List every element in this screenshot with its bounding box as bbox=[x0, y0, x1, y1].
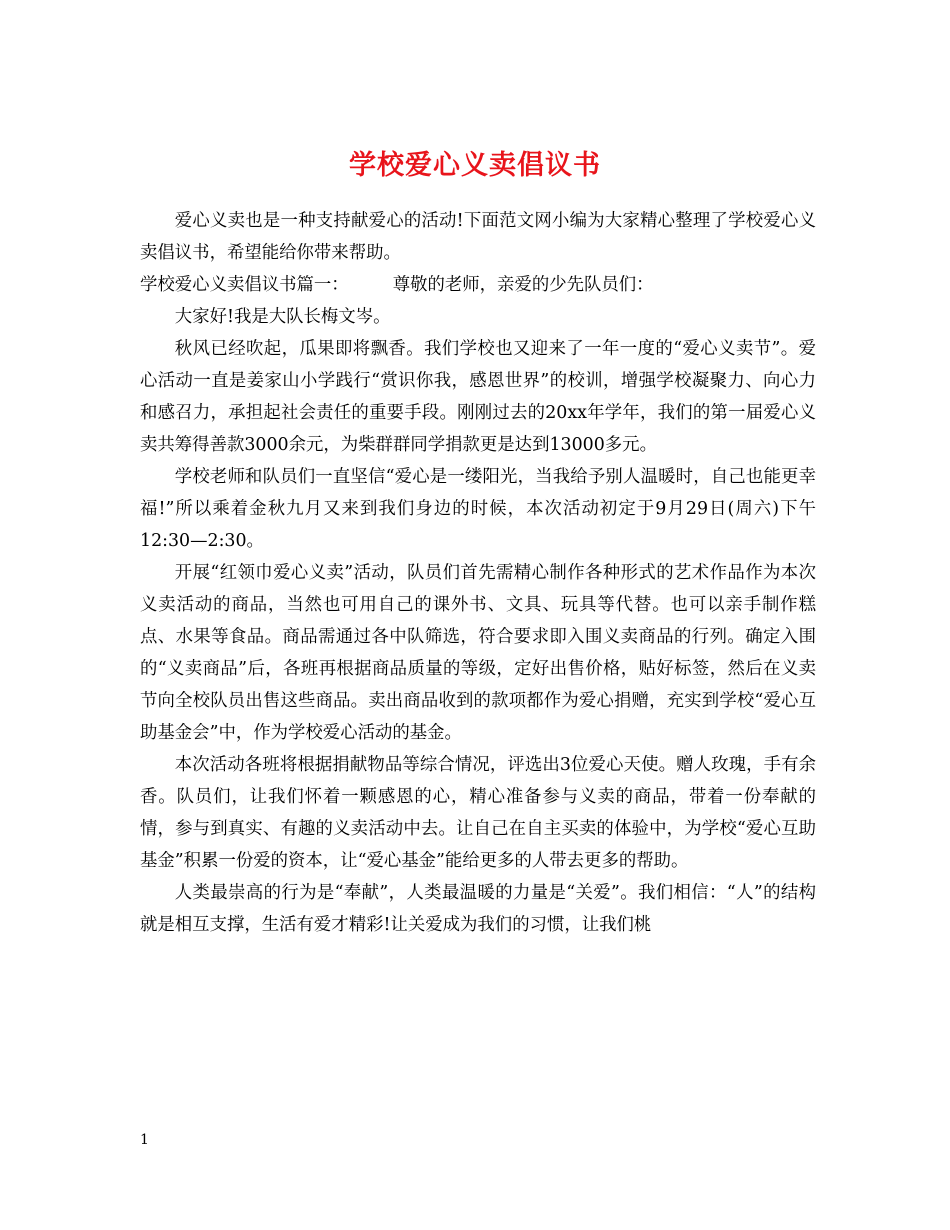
body-paragraph-4: 本次活动各班将根据捐献物品等综合情况，评选出3位爱心天使。赠人玫瑰，手有余香。队员们，让我们怀着一颗感恩的心，精心准备参与义卖的商品，带着一份奉献的情，参与到真实、有趣的义卖活动中去。让自己在自主买卖的体验中，为学校“爱心互助基金”积累一份爱的资本，让“爱心基金”能给更多的人带去更多的帮助。 bbox=[140, 755, 816, 871]
page-number: 1 bbox=[140, 1132, 149, 1148]
document-body bbox=[140, 205, 816, 941]
section-heading-line bbox=[140, 269, 816, 301]
greeting-paragraph: 大家好!我是大队长梅文岑。 bbox=[174, 307, 391, 327]
intro-paragraph: 爱心义卖也是一种支持献爱心的活动!下面范文网小编为大家精心整理了学校爱心义卖倡议书，希望能给你带来帮助。 bbox=[140, 211, 816, 263]
body-paragraph-5: 人类最崇高的行为是“奉献”，人类最温暖的力量是“关爱”。我们相信：“人”的结构就是相互支撑，生活有爱才精彩!让关爱成为我们的习惯，让我们桃 bbox=[140, 883, 816, 935]
body-paragraph-2: 学校老师和队员们一直坚信“爱心是一缕阳光，当我给予别人温暖时，自己也能更幸福!”所以乘着金秋九月又来到我们身边的时候，本次活动初定于9月29日(周六)下午12:30—2:30。 bbox=[140, 467, 816, 551]
page-title: 学校爱心义卖倡议书 bbox=[349, 150, 601, 182]
section-heading: 学校爱心义卖倡议书篇一： bbox=[140, 275, 349, 295]
salutation: 尊敬的老师，亲爱的少先队员们： bbox=[392, 275, 654, 295]
body-paragraph-1: 秋风已经吹起，瓜果即将飘香。我们学校也又迎来了一年一度的“爱心义卖节”。爱心活动一直是姜家山小学践行“赏识你我，感恩世界”的校训，增强学校凝聚力、向心力和感召力，承担起社会责任的重要手段。刚刚过去的20xx年学年，我们的第一届爱心义卖共筹得善款3000余元，为柴群群同学捐款更是达到13000多元。 bbox=[140, 339, 816, 455]
body-paragraph-3: 开展“红领巾爱心义卖”活动，队员们首先需精心制作各种形式的艺术作品作为本次义卖活动的商品，当然也可用自己的课外书、文具、玩具等代替。也可以亲手制作糕点、水果等食品。商品需通过各中队筛选，符合要求即入围义卖商品的行列。确定入围的“义卖商品”后，各班再根据商品质量的等级，定好出售价格，贴好标签，然后在义卖节向全校队员出售这些商品。卖出商品收到的款项都作为爱心捐赠，充实到学校“爱心互助基金会”中，作为学校爱心活动的基金。 bbox=[140, 563, 816, 743]
